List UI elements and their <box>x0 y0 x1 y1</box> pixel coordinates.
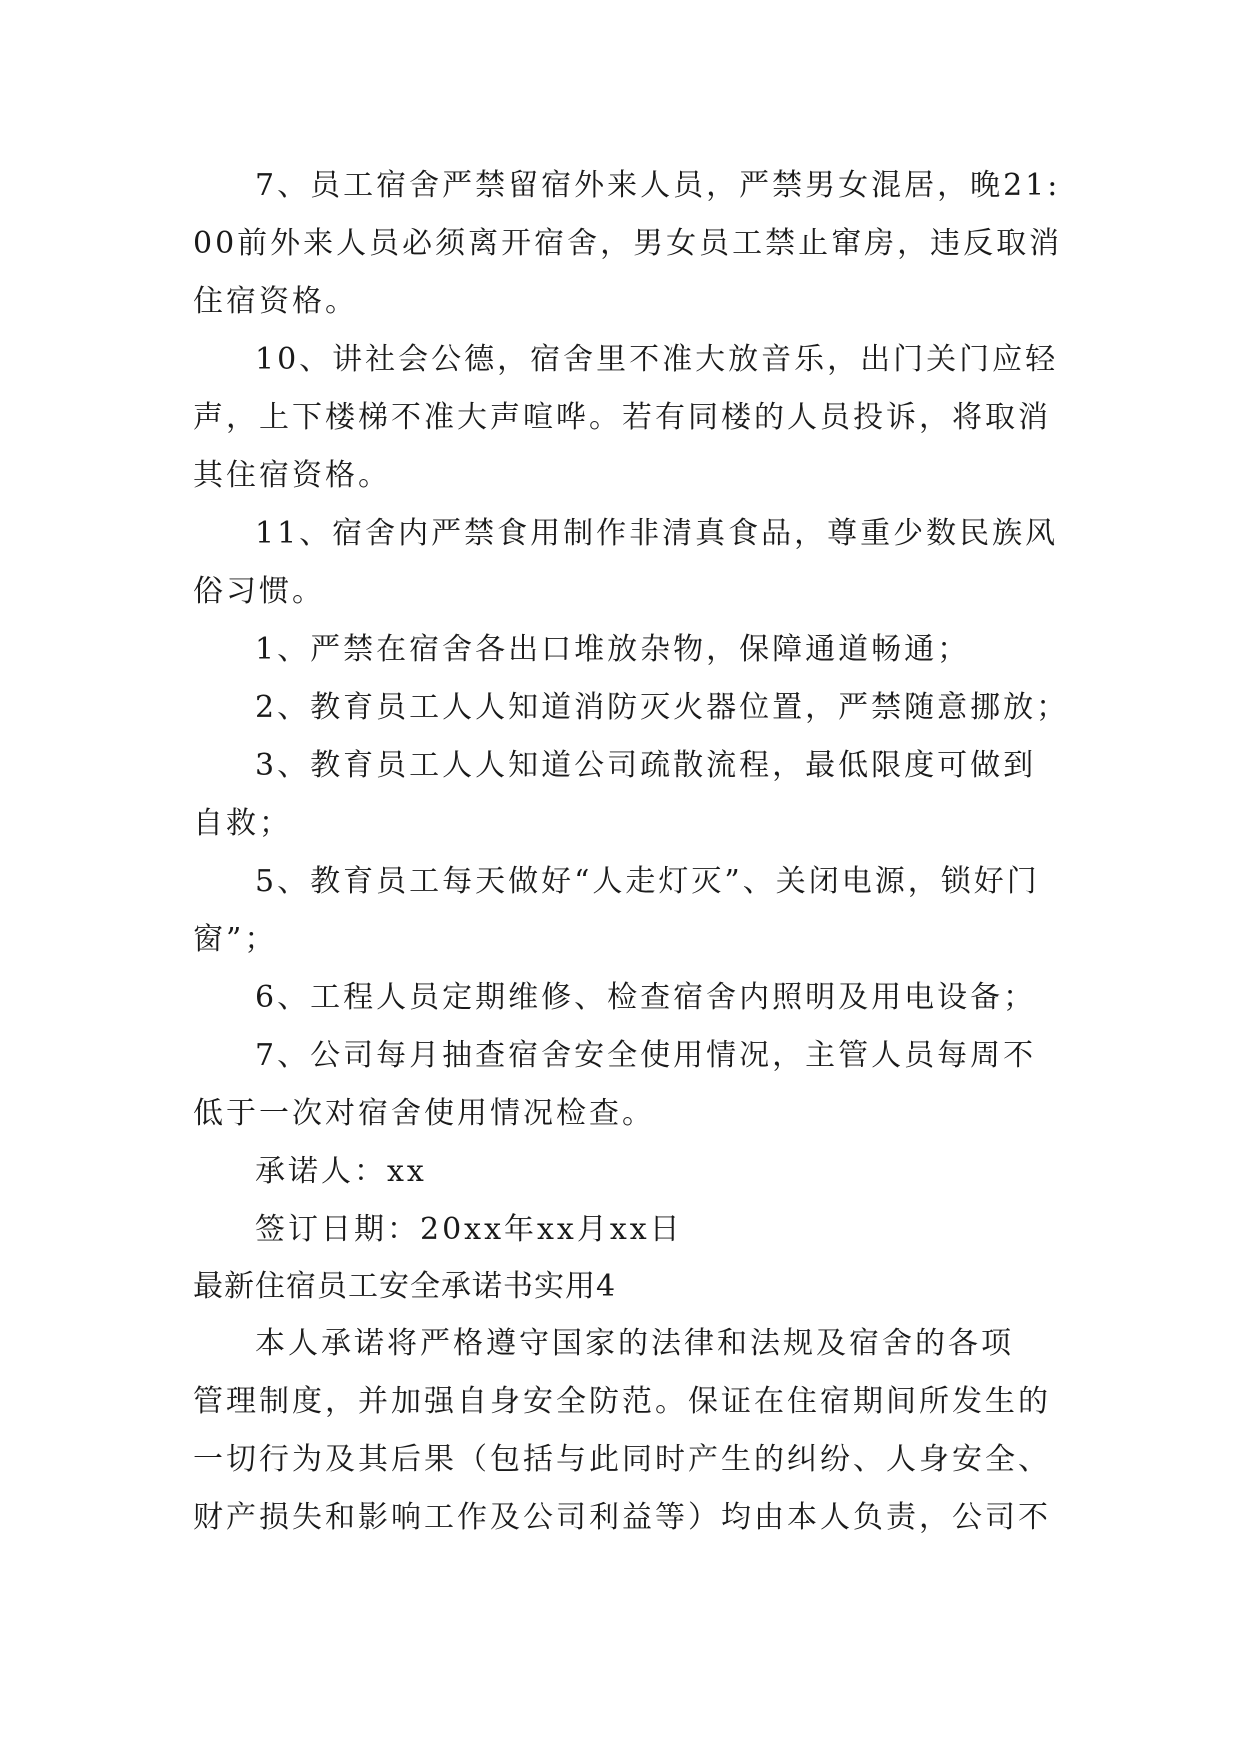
text-line: 自救； <box>193 806 292 841</box>
sign-date-line: 签订日期：20xx年xx月xx日 <box>255 1212 683 1247</box>
text-line: 11、宿舍内严禁食用制作非清真食品，尊重少数民族风 <box>255 516 1059 551</box>
text-line: 本人承诺将严格遵守国家的法律和法规及宿舍的各项 <box>255 1326 1014 1361</box>
text-line: 声，上下楼梯不准大声喧哗。若有同楼的人员投诉，将取消 <box>193 400 1051 435</box>
text-line: 00前外来人员必须离开宿舍，男女员工禁止窜房，违反取消 <box>193 226 1063 261</box>
text-line: 10、讲社会公德，宿舍里不准大放音乐，出门关门应轻 <box>255 342 1059 377</box>
text-line: 其住宿资格。 <box>193 458 391 493</box>
text-line: 一切行为及其后果（包括与此同时产生的纠纷、人身安全、 <box>193 1442 1051 1477</box>
text-line: 低于一次对宿舍使用情况检查。 <box>193 1096 655 1131</box>
text-line: 6、工程人员定期维修、检查宿舍内照明及用电设备； <box>255 980 1037 1015</box>
text-line: 1、严禁在宿舍各出口堆放杂物，保障通道畅通； <box>255 632 971 667</box>
text-line: 5、教育员工每天做好“人走灯灭”、关闭电源，锁好门 <box>255 864 1040 899</box>
text-line: 7、公司每月抽查宿舍安全使用情况，主管人员每周不 <box>255 1038 1037 1073</box>
text-line: 俗习惯。 <box>193 574 325 609</box>
text-line: 管理制度，并加强自身安全防范。保证在住宿期间所发生的 <box>193 1384 1051 1419</box>
section-heading: 最新住宿员工安全承诺书实用4 <box>193 1269 617 1304</box>
signatory-line: 承诺人：xx <box>255 1154 427 1189</box>
text-line: 2、教育员工人人知道消防灭火器位置，严禁随意挪放； <box>255 690 1070 725</box>
text-line: 住宿资格。 <box>193 284 358 319</box>
text-line: 窗”； <box>193 922 278 957</box>
text-line: 财产损失和影响工作及公司利益等）均由本人负责，公司不 <box>193 1500 1051 1535</box>
document-page <box>193 157 1070 1547</box>
text-line: 3、教育员工人人知道公司疏散流程，最低限度可做到 <box>255 748 1037 783</box>
text-line: 7、员工宿舍严禁留宿外来人员，严禁男女混居，晚21: <box>255 168 1061 203</box>
